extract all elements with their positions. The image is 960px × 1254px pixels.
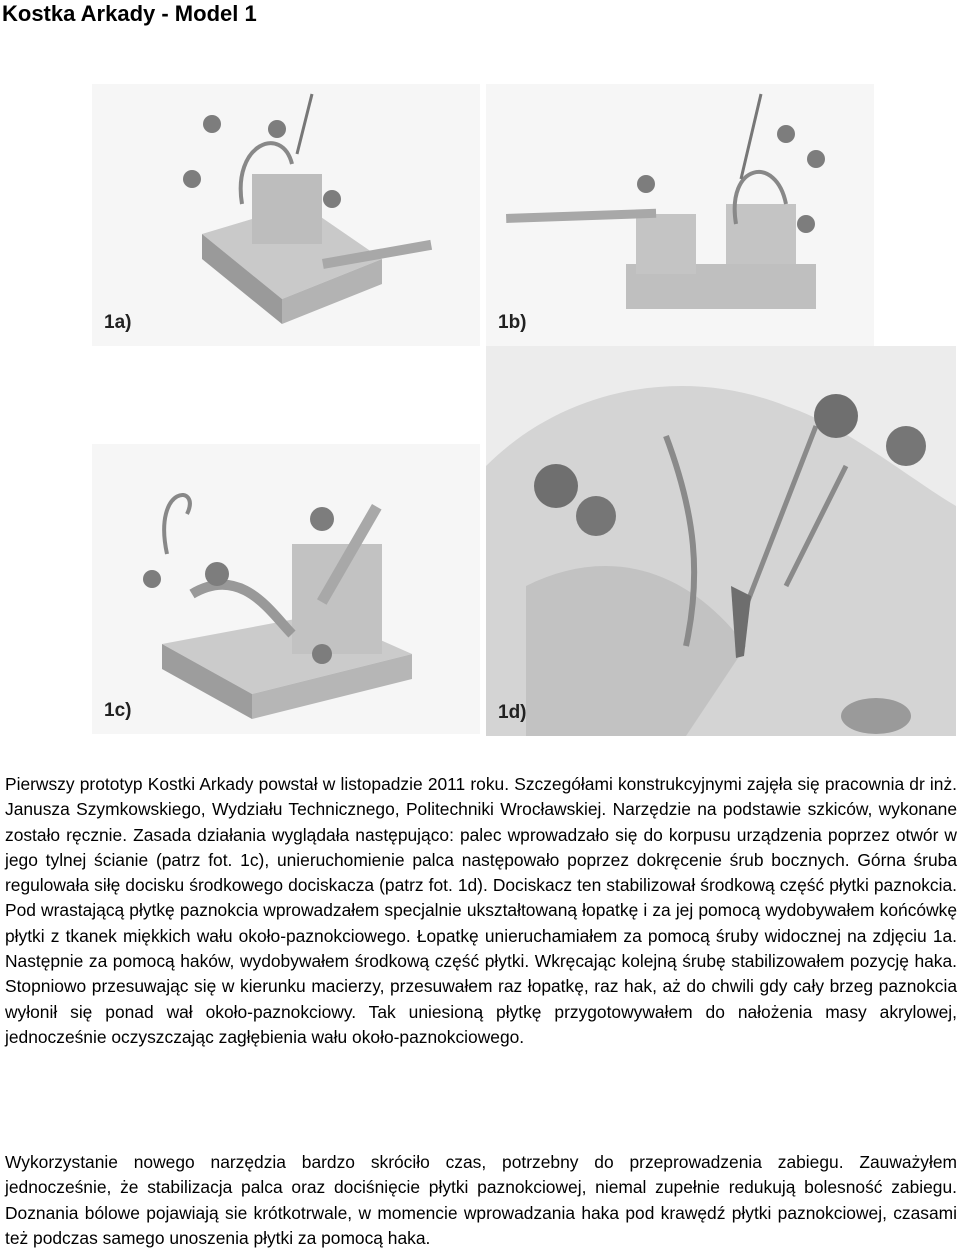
photo-label-1a: 1a) (104, 312, 132, 333)
device-photo-closeup-icon (486, 346, 956, 736)
photo-label-1b: 1b) (498, 312, 527, 333)
device-photo-back-icon (486, 84, 874, 346)
photo-1c (92, 444, 480, 734)
photo-1b (486, 84, 874, 346)
photo-1a (92, 84, 480, 346)
paragraph-results: Wykorzystanie nowego narzędzia bardzo skróciło czas, potrzebny do przeprowadzenia zabiegu. Zauważyłem jednocześnie, że stabilizacja palca oraz dociśnięcie płytki paznokciowej, niemal zupełnie redukują bolesność zabiegu. Doznania bólowe pojawiają sie krótkotrwale, w momencie wprowadzania haka pod krawędź płytki paznokciowej, czasami też podczas samego unoszenia płytki za pomocą haka. (5, 1152, 957, 1248)
photo-label-1d: 1d) (498, 702, 527, 723)
photo-label-1c: 1c) (104, 700, 132, 721)
page-title: Kostka Arkady - Model 1 (2, 1, 257, 26)
paragraph-description: Pierwszy prototyp Kostki Arkady powstał w listopadzie 2011 roku. Szczegółami konstrukcyjnymi zajęła się pracownia dr inż. Janusza Szymkowskiego, Wydziału Technicznego, Politechniki Wrocławskiej. Narzędzie na podstawie szkiców, wykonane zostało ręcznie. Zasada działania wyglądała następująco: palec wprowadzało się do korpusu urządzenia poprzez otwór w jego tylnej ścianie (patrz fot. 1c), unieruchomienie palca następowało poprzez dokręcenie śrub bocznych. Górna śruba regulowała siłę docisku środkowego dociskacza (patrz fot. 1d). Dociskacz ten stabilizował środkową część płytki paznokcia. Pod wrastającą płytkę paznokcia wprowadzałem specjalnie ukształtowaną łopatkę i za jej pomocą wydobywałem końcówkę płytki z tkanek miękkich wału około-paznokciowego. Łopatkę unieruchamiałem za pomocą śruby widocznej na zdjęciu 1a. Następnie za pomocą haków, wydobywałem środkową część płytki. Wkręcając kolejną śrubę stabilizowałem pozycję haka. Stopniowo przesuwając się w kierunku macierzy, przesuwałem raz łopatkę, raz hak, aż do chwili gdy cały brzeg paznokcia wyłonił się ponad wał około-paznokciowy. Tak uniesioną płytkę przygotowywałem do nałożenia masy akrylowej, jednocześnie oczyszczając zagłębienia wału około-paznokciowego. (5, 774, 957, 1047)
device-photo-front-icon (92, 84, 480, 346)
device-photo-side-icon (92, 444, 480, 734)
photo-figure (88, 84, 958, 739)
photo-1d (486, 346, 956, 736)
